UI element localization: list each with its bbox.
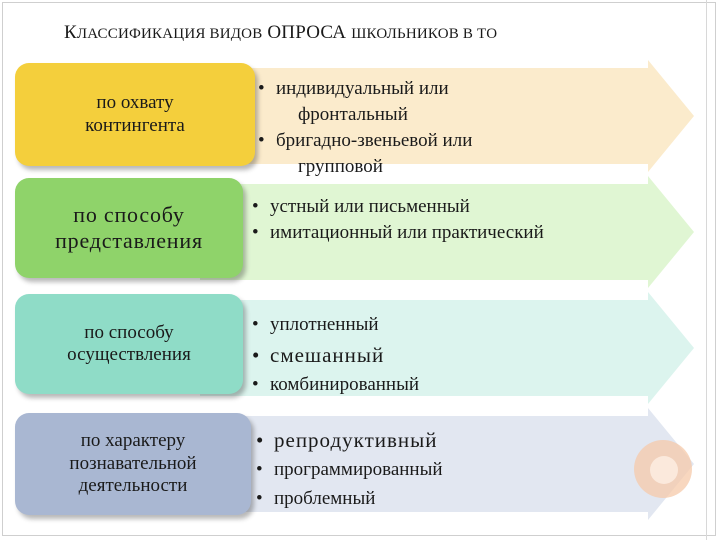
category-box-implementation [15, 294, 243, 394]
title-big-part: ОПРОСА [267, 22, 347, 43]
list-item: • репродуктивный [256, 426, 443, 455]
category-label: по способу представления [55, 202, 203, 253]
decor-circle-inner [650, 456, 678, 484]
row-2-items [252, 194, 544, 246]
row-4-items [256, 426, 443, 513]
category-label: по способу осуществления [67, 321, 191, 365]
right-border-line [706, 0, 707, 540]
title-first-letter: К [64, 22, 77, 43]
category-box-coverage [15, 63, 255, 166]
list-item: • имитационный или практический [252, 220, 544, 246]
category-label: по охвату контингента [85, 92, 185, 136]
list-item: групповой [298, 156, 383, 177]
title-small-part-2: ШКОЛЬНИКОВ В ТО [351, 26, 498, 42]
title-small-part-1: ЛАССИФИКАЦИЯ ВИДОВ [76, 26, 263, 42]
row-1-items [258, 76, 472, 180]
list-item: • индивидуальный или [258, 76, 472, 102]
category-box-cognitive [15, 413, 251, 515]
list-item: • программированный [256, 455, 443, 484]
list-item: фронтальный [298, 104, 408, 125]
list-item: • уплотненный [252, 310, 419, 340]
slide-title [64, 22, 497, 44]
list-item: • устный или письменный [252, 194, 544, 220]
list-item: • комбинированный [252, 370, 419, 400]
category-box-presentation [15, 178, 243, 278]
list-item: • бригадно-звеньевой или [258, 128, 472, 154]
list-item: • смешанный [252, 340, 419, 370]
list-item: • проблемный [256, 484, 443, 513]
row-3-items [252, 310, 419, 400]
category-label: по характеру познавательной деятельности [69, 430, 197, 497]
